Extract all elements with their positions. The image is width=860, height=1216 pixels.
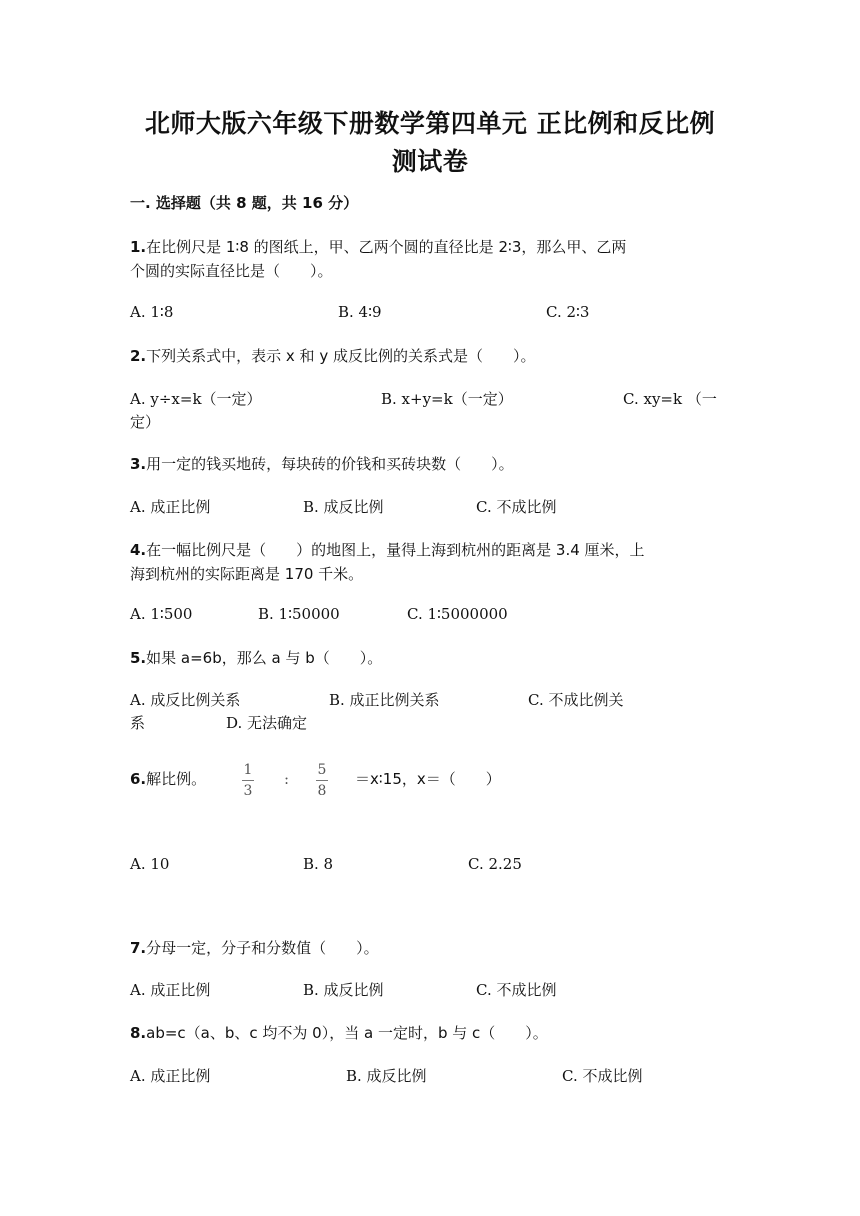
question-text: 下列关系式中，表示 x 和 y 成反比例的关系式是（ ）。 (146, 347, 536, 365)
option-b[interactable]: B. 成反比例 (346, 1067, 427, 1085)
question-text: 如果 a=6b，那么 a 与 b（ ）。 (146, 649, 383, 667)
option-b[interactable]: B. 成反比例 (303, 981, 384, 999)
option-a[interactable]: A. 成反比例关系 (130, 691, 241, 709)
question-1-line2: 个圆的实际直径比是（ ）。 (130, 262, 333, 280)
option-b[interactable]: B. 8 (303, 855, 334, 873)
question-text: ab=c（a、b、c 均不为 0），当 a 一定时，b 与 c（ ）。 (146, 1024, 548, 1042)
fraction-numerator: 5 (317, 762, 327, 778)
fraction-denominator: 3 (243, 783, 253, 799)
page-title-line2: 测试卷 (391, 147, 469, 176)
option-c[interactable]: C. 不成比例 (476, 981, 557, 999)
option-c[interactable]: C. 2∶3 (546, 303, 590, 321)
option-c-wrap: 系 (130, 714, 146, 732)
question-number: 5. (130, 649, 147, 667)
question-8 (130, 1022, 548, 1043)
question-7 (130, 937, 379, 958)
option-b[interactable]: B. 1∶50000 (258, 605, 340, 623)
option-c[interactable]: C. 不成比例关 (528, 691, 624, 709)
fraction-one-third (242, 762, 254, 799)
fraction-bar (242, 780, 254, 781)
question-text: 解比例。 (146, 770, 207, 788)
question-4 (130, 539, 645, 560)
option-a[interactable]: A. 成正比例 (130, 981, 211, 999)
option-a[interactable]: A. 10 (130, 855, 170, 873)
question-text: 在一幅比例尺是（ ）的地图上，量得上海到杭州的距离是 3.4 厘米，上 (146, 541, 645, 559)
option-c[interactable]: C. 2.25 (468, 855, 522, 873)
option-c[interactable]: C. 不成比例 (476, 498, 557, 516)
question-1 (130, 236, 626, 257)
question-number: 8. (130, 1024, 147, 1042)
option-b[interactable]: B. 成反比例 (303, 498, 384, 516)
question-3 (130, 453, 514, 474)
question-text: 分母一定，分子和分数值（ ）。 (146, 939, 379, 957)
option-a[interactable]: A. 1∶8 (130, 303, 174, 321)
question-6-tail: ＝x∶15，x＝（ ） (355, 770, 501, 788)
option-a[interactable]: A. 成正比例 (130, 1067, 211, 1085)
section-heading: 一. 选择题（共 8 题，共 16 分） (130, 194, 359, 212)
option-b[interactable]: B. 4∶9 (338, 303, 382, 321)
option-a[interactable]: A. 1∶500 (130, 605, 193, 623)
option-a[interactable]: A. 成正比例 (130, 498, 211, 516)
page-title-line1: 北师大版六年级下册数学第四单元 正比例和反比例 (144, 109, 716, 138)
question-number: 4. (130, 541, 147, 559)
option-b[interactable]: B. 成正比例关系 (329, 691, 440, 709)
question-number: 3. (130, 455, 147, 473)
question-text: 在比例尺是 1∶8 的图纸上，甲、乙两个圆的直径比是 2∶3，那么甲、乙两 (146, 238, 627, 256)
question-number: 6. (130, 770, 147, 788)
question-number: 2. (130, 347, 147, 365)
fraction-denominator: 8 (317, 783, 327, 799)
fraction-five-eighths (316, 762, 328, 799)
option-b[interactable]: B. x+y=k（一定） (381, 390, 513, 408)
question-6 (130, 768, 206, 789)
question-text: 用一定的钱买地砖，每块砖的价钱和买砖块数（ ）。 (146, 455, 514, 473)
fraction-numerator: 1 (243, 762, 253, 778)
question-number: 1. (130, 238, 147, 256)
option-c-wrap: 定） (130, 413, 161, 431)
question-5 (130, 647, 382, 668)
fraction-bar (316, 780, 328, 781)
option-c[interactable]: C. xy=k （一 (623, 390, 717, 408)
option-c[interactable]: C. 1∶5000000 (407, 605, 508, 623)
option-c[interactable]: C. 不成比例 (562, 1067, 643, 1085)
question-number: 7. (130, 939, 147, 957)
question-2 (130, 345, 535, 366)
option-d[interactable]: D. 无法确定 (226, 714, 308, 732)
ratio-colon: : (284, 770, 290, 788)
option-a[interactable]: A. y÷x=k（一定） (130, 390, 262, 408)
question-4-line2: 海到杭州的实际距离是 170 千米。 (130, 565, 364, 583)
